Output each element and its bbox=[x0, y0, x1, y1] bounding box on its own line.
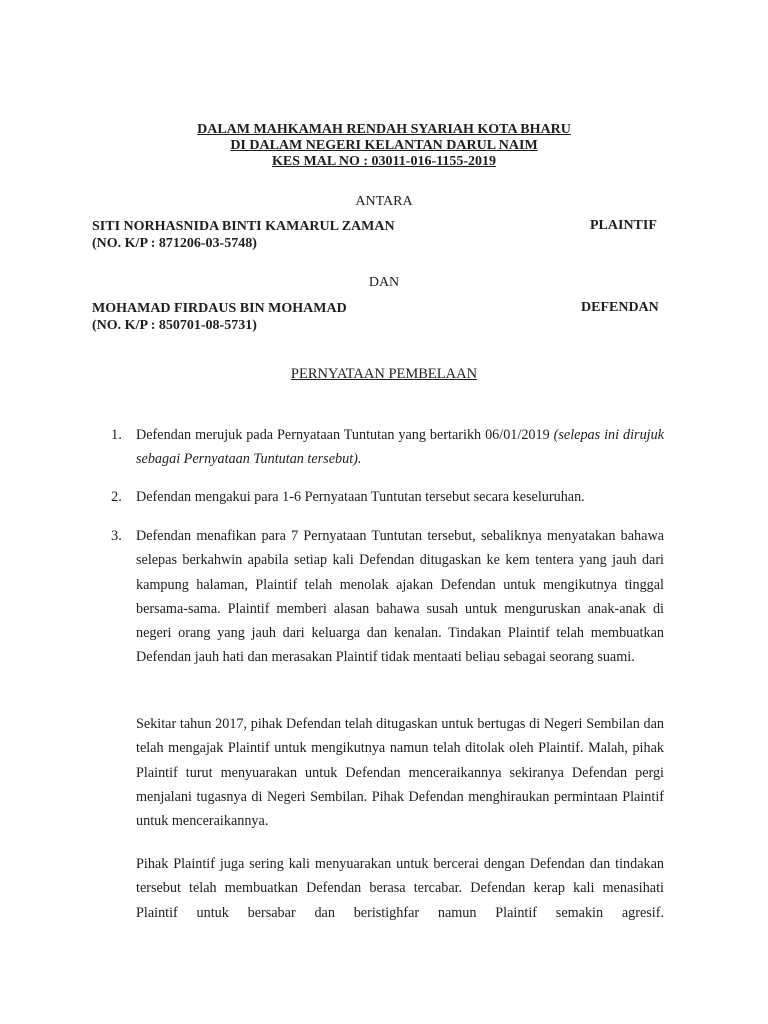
paragraph-1-text: Defendan merujuk pada Pernyataan Tuntutan yang bertarikh 06/01/2019 bbox=[136, 427, 554, 443]
paragraph-3-continuation: Sekitar tahun 2017, pihak Defendan telah ditugaskan untuk bertugas di Negeri Sembilan dan telah mengajak Plaintif untuk mengikutnya namun telah ditolak oleh Plaintif. Malah, pihak Plaintif turut menyuarakan untuk Defendan menceraikannya sekiranya Defendan pergi menjalani tugasnya di Negeri Sembilan. Pihak Defendan menghiraukan permintaan Plaintif untuk menceraikannya. bbox=[136, 716, 664, 830]
document-title: PERNYATAAN PEMBELAAN bbox=[290, 366, 478, 382]
paragraph-1-italic-note: (selepas ini dirujuk sebagai Pernyataan Tuntutan tersebut). bbox=[136, 427, 664, 468]
plaintiff-role: PLAINTIF bbox=[590, 218, 657, 233]
court-name: DALAM MAHKAMAH RENDAH SYARIAH KOTA BHARU bbox=[197, 122, 571, 137]
court-state: DI DALAM NEGERI KELANTAN DARUL NAIM bbox=[230, 138, 538, 153]
and-label: DAN bbox=[368, 275, 400, 290]
paragraph-2: Defendan mengakui para 1-6 Pernyataan Tuntutan tersebut secara keseluruhan. bbox=[136, 489, 585, 505]
defendant-role: DEFENDAN bbox=[581, 300, 659, 315]
paragraph-1 bbox=[136, 423, 664, 472]
between-label: ANTARA bbox=[355, 194, 413, 209]
paragraph-3: Defendan menafikan para 7 Pernyataan Tuntutan tersebut, sebaliknya menyatakan bahawa selepas berkahwin apabila setiap kali Defendan ditugaskan ke kem tentera yang jauh dari kampung halaman, Plaintif telah menolak ajakan Defendan untuk mengikutnya tinggal bersama-sama. Plaintif memberi alasan bahawa susah untuk menguruskan anak-anak di negeri orang yang jauh dari keluarga dan kenalan. Tindakan Plaintif telah membuatkan Defendan jauh hati dan merasakan Plaintif tidak mentaati beliau sebagai seorang suami. bbox=[136, 528, 664, 666]
paragraph-number: 1. bbox=[111, 427, 122, 443]
paragraph-3-continuation-2: Pihak Plaintif juga sering kali menyuarakan untuk bercerai dengan Defendan dan tindakan tersebut telah membuatkan Defendan berasa tercabar. Defendan kerap kali menasihati Plaintif untuk bersabar dan beristighfar namun Plaintif semakin agresif. bbox=[136, 856, 664, 921]
case-number: KES MAL NO : 03011-016-1155-2019 bbox=[271, 154, 496, 169]
defendant-name: MOHAMAD FIRDAUS BIN MOHAMAD bbox=[92, 301, 347, 316]
plaintiff-ic: (NO. K/P : 871206-03-5748) bbox=[92, 236, 257, 251]
plaintiff-name: SITI NORHASNIDA BINTI KAMARUL ZAMAN bbox=[92, 219, 395, 234]
paragraph-number: 2. bbox=[111, 489, 122, 505]
defendant-ic: (NO. K/P : 850701-08-5731) bbox=[92, 318, 257, 333]
paragraph-number: 3. bbox=[111, 528, 122, 544]
